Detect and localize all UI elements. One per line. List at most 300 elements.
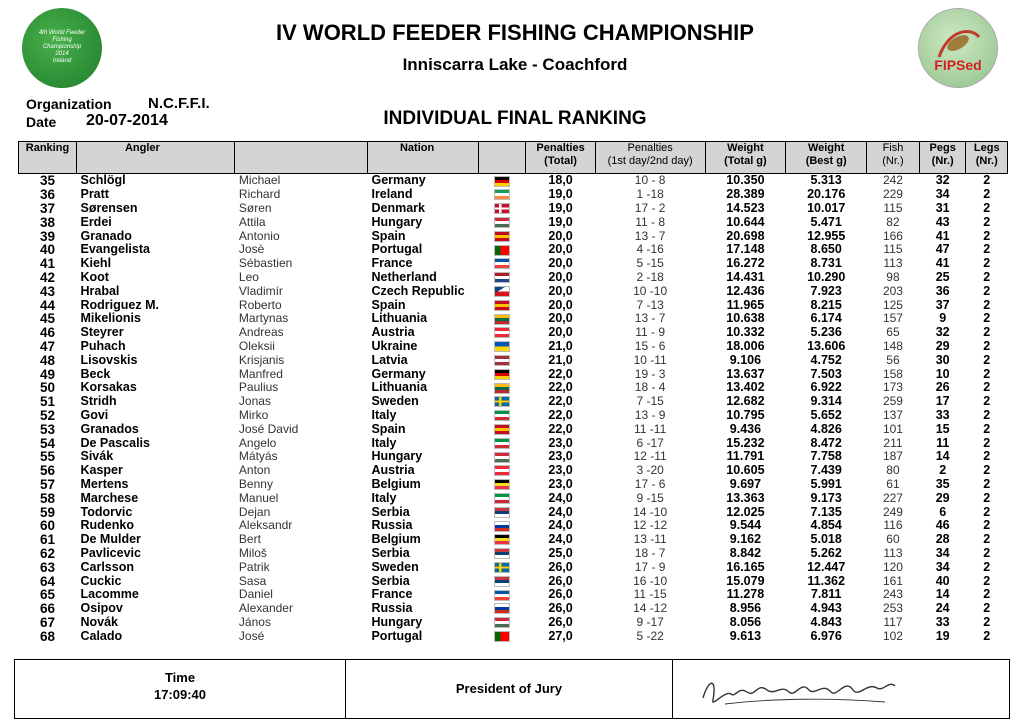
fish-cell: 227 [882,491,903,505]
flag-icon [494,631,510,642]
flag-icon [494,355,510,366]
time-label: Time [164,670,196,685]
penalties-days-cell: 11 - 9 [635,325,666,340]
fish-cell: 98 [886,270,900,284]
flag-cell [478,284,526,298]
nation-cell: Ukraine [371,339,418,353]
rank-cell: 43 [39,284,55,299]
penalties-days-cell: 4 -16 [636,242,664,257]
surname-cell: Puhach [80,339,126,353]
weight-best-cell: 10.017 [807,201,846,215]
weight-total-cell: 9.697 [729,477,762,491]
fipsed-logo [918,8,998,88]
weight-total-cell: 14.523 [726,201,765,215]
flag-icon [494,314,510,325]
legs-cell: 2 [983,505,991,519]
table-row [19,395,1008,409]
penalties-total-cell: 21,0 [548,353,573,367]
weight-total-cell: 10.795 [726,408,765,422]
penalties-total-cell: 23,0 [548,449,573,464]
flag-cell [478,505,526,519]
legs-cell: 2 [983,477,991,491]
flag-cell [478,547,526,561]
nation-cell: France [371,587,413,602]
col-penalties-days: Penalties (1st day/2nd day) [595,142,705,174]
legs-cell: 2 [983,298,991,312]
legs-cell: 2 [983,436,991,450]
table-row [19,560,1008,574]
pegs-cell: 37 [935,298,950,312]
weight-total-cell: 8.956 [729,601,762,616]
table-row [19,174,1008,188]
pegs-cell: 9 [939,311,947,326]
legs-cell: 2 [983,187,991,202]
flag-cell [478,257,526,271]
legs-cell: 2 [983,229,991,243]
table-row [19,381,1008,395]
flag-icon [494,203,510,214]
flag-cell [478,519,526,533]
penalties-total-cell: 26,0 [548,574,573,588]
weight-total-cell: 9.436 [729,422,762,436]
flag-cell [478,409,526,423]
weight-total-cell: 10.638 [726,311,765,326]
penalties-days-cell: 9 -17 [636,615,664,629]
table-row [19,367,1008,381]
firstname-cell: Anton [238,463,271,478]
flag-cell [478,229,526,243]
surname-cell: Korsakas [80,380,137,395]
weight-best-cell: 10.290 [807,270,846,284]
flag-icon [494,245,510,256]
section-title: INDIVIDUAL FINAL RANKING [383,108,647,129]
penalties-total-cell: 27,0 [548,629,573,643]
weight-total-cell: 16.165 [726,560,765,574]
penalties-days-cell: 1 -18 [636,187,664,202]
flag-cell [478,326,526,340]
legs-cell: 2 [983,601,991,616]
weight-best-cell: 12.447 [807,560,846,574]
firstname-cell: Alexander [238,601,293,616]
firstname-cell: Søren [238,201,272,215]
nation-cell: Hungary [371,215,423,229]
penalties-total-cell: 24,0 [548,505,573,519]
firstname-cell: Oleksii [238,339,275,353]
table-row [19,257,1008,271]
firstname-cell: Mirko [238,408,269,422]
weight-best-cell: 6.922 [810,380,842,395]
rank-cell: 41 [39,256,55,271]
legs-cell: 2 [983,615,991,629]
flag-icon [494,562,510,573]
firstname-cell: José David [238,422,299,436]
table-row [19,284,1008,298]
firstname-cell: Mátyás [238,449,278,464]
surname-cell: Mikelionis [80,311,141,326]
page-title: IV WORLD FEEDER FISHING CHAMPIONSHIP [276,20,754,45]
surname-cell: Kiehl [80,256,112,271]
nation-cell: Sweden [371,394,419,409]
weight-best-cell: 4.826 [810,422,842,436]
flag-cell [478,629,526,643]
rank-cell: 53 [39,422,55,437]
surname-cell: Granado [80,229,132,243]
flag-icon [494,521,510,532]
rank-cell: 66 [39,601,55,616]
table-row [19,616,1008,630]
weight-total-cell: 9.544 [729,518,762,533]
pegs-cell: 11 [936,436,950,450]
weight-best-cell: 7.135 [810,505,842,519]
nation-cell: Austria [371,463,415,478]
penalties-days-cell: 18 - 4 [634,380,666,395]
organization-value: N.C.F.F.I. [148,95,210,112]
pegs-cell: 30 [935,353,950,367]
fish-cell: 148 [882,339,903,353]
weight-best-cell: 4.943 [810,601,842,616]
footer [14,659,1010,719]
col-angler: Angler [76,142,234,174]
surname-cell: Sørensen [80,201,138,215]
rank-cell: 35 [39,173,55,188]
fish-cell: 211 [883,436,903,450]
surname-cell: Beck [80,367,111,381]
legs-cell: 2 [983,311,991,326]
table-row [19,229,1008,243]
surname-cell: De Pascalis [80,436,150,450]
rank-cell: 49 [39,367,55,381]
weight-total-cell: 15.232 [726,436,765,450]
flag-cell [478,478,526,492]
nation-cell: Hungary [371,449,423,464]
nation-cell: Spain [371,422,406,436]
rank-cell: 62 [39,546,55,561]
weight-total-cell: 13.363 [726,491,765,505]
weight-total-cell: 13.402 [726,380,765,395]
legs-cell: 2 [983,215,991,229]
weight-total-cell: 17.148 [726,242,765,257]
flag-cell [478,602,526,616]
surname-cell: Schlögl [80,173,126,188]
flag-icon [494,534,510,545]
col-weight-total: Weight (Total g) [705,142,786,174]
table-row [19,519,1008,533]
weight-best-cell: 5.991 [810,477,842,491]
nation-cell: Russia [371,518,413,533]
penalties-days-cell: 7 -13 [636,298,664,312]
firstname-cell: Martynas [238,311,289,326]
flag-icon [494,410,510,421]
weight-best-cell: 11.362 [807,574,845,588]
fish-cell: 115 [883,201,903,215]
penalties-total-cell: 24,0 [548,532,573,547]
table-row [19,312,1008,326]
rank-cell: 57 [39,477,55,492]
weight-best-cell: 6.174 [810,311,842,326]
fish-cell: 243 [882,587,903,602]
firstname-cell: Benny [238,477,273,491]
flag-cell [478,174,526,188]
legs-cell: 2 [983,256,991,271]
nation-cell: Germany [371,173,426,188]
fish-cell: 166 [882,229,903,243]
penalties-days-cell: 17 - 2 [634,201,666,215]
weight-best-cell: 7.811 [810,587,842,602]
penalties-days-cell: 14 -12 [633,601,668,616]
weight-best-cell: 8.650 [810,242,842,257]
nation-cell: Serbia [371,574,410,588]
pegs-cell: 14 [935,587,950,602]
surname-cell: Erdei [80,215,112,229]
nation-cell: Czech Republic [371,284,465,298]
weight-best-cell: 7.758 [810,449,842,464]
legs-cell: 2 [983,173,991,188]
firstname-cell: Josè [238,242,265,257]
table-row [19,602,1008,616]
fish-cell: 242 [882,173,903,188]
pegs-cell: 24 [935,601,950,616]
rank-cell: 56 [39,463,55,478]
table-row [19,574,1008,588]
nation-cell: Belgium [371,532,421,547]
firstname-cell: Andreas [238,325,284,340]
table-row [19,298,1008,312]
pegs-cell: 31 [935,201,950,215]
legs-cell: 2 [983,629,991,643]
pegs-cell: 40 [935,574,950,588]
flag-cell [478,353,526,367]
nation-cell: Russia [371,601,413,616]
penalties-days-cell: 13 -11 [633,532,667,547]
weight-total-cell: 10.350 [726,173,765,188]
nation-cell: Serbia [371,546,410,560]
nation-cell: Sweden [371,560,419,574]
firstname-cell: Attila [238,215,266,229]
legs-cell: 2 [983,339,991,353]
flag-icon [494,576,510,587]
penalties-total-cell: 20,0 [548,284,573,298]
penalties-days-cell: 11 - 8 [635,215,666,229]
rank-cell: 67 [39,615,55,630]
firstname-cell: Daniel [238,587,273,602]
penalties-total-cell: 20,0 [548,325,573,340]
weight-best-cell: 7.923 [810,284,842,298]
pegs-cell: 34 [935,546,950,560]
penalties-days-cell: 16 -10 [633,574,668,588]
penalties-days-cell: 10 -11 [633,353,667,367]
col-legs: Legs (Nr.) [966,142,1008,174]
weight-best-cell: 5.236 [810,325,842,340]
flag-cell [478,560,526,574]
ranking-table [18,141,1008,643]
weight-total-cell: 10.644 [726,215,765,229]
weight-best-cell: 13.606 [807,339,846,353]
rank-cell: 36 [39,187,55,202]
weight-total-cell: 10.332 [726,325,765,340]
pegs-cell: 34 [935,560,950,574]
weight-best-cell: 4.843 [810,615,842,629]
pegs-cell: 25 [935,270,950,284]
fish-cell: 80 [886,463,900,478]
rank-cell: 51 [39,394,55,409]
table-row [19,243,1008,257]
weight-best-cell: 5.471 [810,215,842,229]
penalties-days-cell: 17 - 6 [634,477,666,491]
pegs-cell: 35 [935,477,950,491]
table-row [19,588,1008,602]
firstname-cell: Paulius [238,380,279,395]
firstname-cell: Dejan [238,505,271,519]
nation-cell: Serbia [371,505,410,519]
pegs-cell: 17 [935,394,950,409]
weight-best-cell: 5.652 [810,408,842,422]
penalties-total-cell: 19,0 [548,215,573,229]
firstname-cell: Richard [238,187,281,202]
penalties-total-cell: 25,0 [548,546,573,560]
legs-cell: 2 [983,201,991,215]
penalties-days-cell: 11 -15 [633,587,667,602]
weight-best-cell: 4.854 [810,518,842,533]
rank-cell: 48 [39,353,55,368]
penalties-days-cell: 3 -20 [636,463,664,478]
legs-cell: 2 [983,518,991,533]
rank-cell: 68 [39,629,55,644]
surname-cell: Rodriguez M. [80,298,159,312]
penalties-total-cell: 20,0 [548,229,573,243]
firstname-cell: Jonas [238,394,271,409]
penalties-total-cell: 19,0 [548,187,573,202]
page-subtitle: Inniscarra Lake - Coachford [402,55,628,74]
rank-cell: 54 [39,436,55,450]
pegs-cell: 36 [935,284,950,298]
pegs-cell: 29 [935,339,950,353]
fish-cell: 173 [882,380,903,395]
penalties-total-cell: 22,0 [548,394,573,409]
flag-icon [494,507,510,518]
nation-cell: Italy [371,491,397,505]
flag-icon [494,617,510,628]
weight-total-cell: 9.162 [729,532,762,547]
nation-cell: Portugal [371,242,423,257]
table-row [19,340,1008,354]
penalties-total-cell: 26,0 [548,615,573,629]
flag-cell [478,436,526,450]
penalties-total-cell: 23,0 [548,463,573,478]
rank-cell: 63 [39,560,55,575]
fish-cell: 65 [886,325,900,340]
table-row [19,202,1008,216]
fish-cell: 82 [886,215,900,229]
firstname-cell: Aleksandr [238,518,293,533]
table-row [19,505,1008,519]
flag-cell [478,533,526,547]
rank-cell: 59 [39,505,55,519]
pegs-cell: 34 [935,187,950,202]
penalties-total-cell: 22,0 [548,422,573,436]
weight-total-cell: 9.613 [729,629,762,643]
weight-total-cell: 14.431 [726,270,765,284]
weight-total-cell: 8.056 [729,615,762,629]
fish-cell: 253 [882,601,903,616]
fish-cell: 187 [882,449,903,464]
col-angler-name [235,142,368,174]
table-header-row [19,142,1008,174]
surname-cell: Lisovskis [80,353,138,367]
fish-cell: 125 [882,298,903,312]
nation-cell: Spain [371,229,406,243]
penalties-total-cell: 20,0 [548,298,573,312]
col-nation: Nation [367,142,478,174]
flag-icon [494,383,510,394]
surname-cell: Stridh [80,394,117,409]
nation-cell: Lithuania [371,380,428,395]
fish-cell: 102 [882,629,903,643]
legs-cell: 2 [983,284,991,298]
firstname-cell: Sébastien [238,256,293,271]
weight-total-cell: 9.106 [729,353,762,367]
firstname-cell: Vladimír [238,284,283,298]
legs-cell: 2 [983,408,991,422]
table-row [19,533,1008,547]
weight-total-cell: 20.698 [726,229,765,243]
rank-cell: 52 [39,408,55,423]
surname-cell: Steyrer [80,325,124,340]
nation-cell: Austria [371,325,415,340]
penalties-days-cell: 14 -10 [633,505,668,519]
legs-cell: 2 [983,367,991,381]
col-penalties-total: Penalties (Total) [526,142,595,174]
firstname-cell: János [238,615,271,629]
rank-cell: 46 [39,325,55,340]
flag-cell [478,381,526,395]
col-ranking: Ranking [19,142,77,174]
pegs-cell: 10 [935,367,950,381]
weight-best-cell: 5.262 [810,546,842,560]
legs-cell: 2 [983,587,991,602]
flag-icon [494,231,510,242]
fish-cell: 56 [886,353,900,367]
rank-cell: 50 [39,380,55,395]
flag-cell [478,395,526,409]
col-pegs: Pegs (Nr.) [919,142,966,174]
footer-time-cell [15,660,346,718]
firstname-cell: Krisjanis [238,353,285,367]
pegs-cell: 2 [939,463,947,478]
nation-cell: Ireland [371,187,413,202]
surname-cell: Novák [80,615,119,629]
rank-cell: 58 [39,491,55,506]
surname-cell: Mertens [80,477,129,491]
nation-cell: Lithuania [371,311,428,326]
penalties-days-cell: 5 -22 [636,629,664,643]
weight-best-cell: 6.976 [810,629,842,643]
jury-label: President of Jury [455,681,563,696]
flag-icon [494,424,510,435]
firstname-cell: Angelo [238,436,277,450]
flag-cell [478,616,526,630]
flag-cell [478,422,526,436]
surname-cell: Marchese [80,491,139,505]
weight-best-cell: 5.313 [810,173,842,188]
time-value: 17:09:40 [153,687,207,702]
fish-cell: 117 [883,615,903,629]
nation-cell: Germany [371,367,426,381]
firstname-cell: Patrik [238,560,270,574]
table-row [19,215,1008,229]
weight-total-cell: 28.389 [726,187,765,202]
flag-icon [494,369,510,380]
firstname-cell: Manfred [238,367,283,381]
